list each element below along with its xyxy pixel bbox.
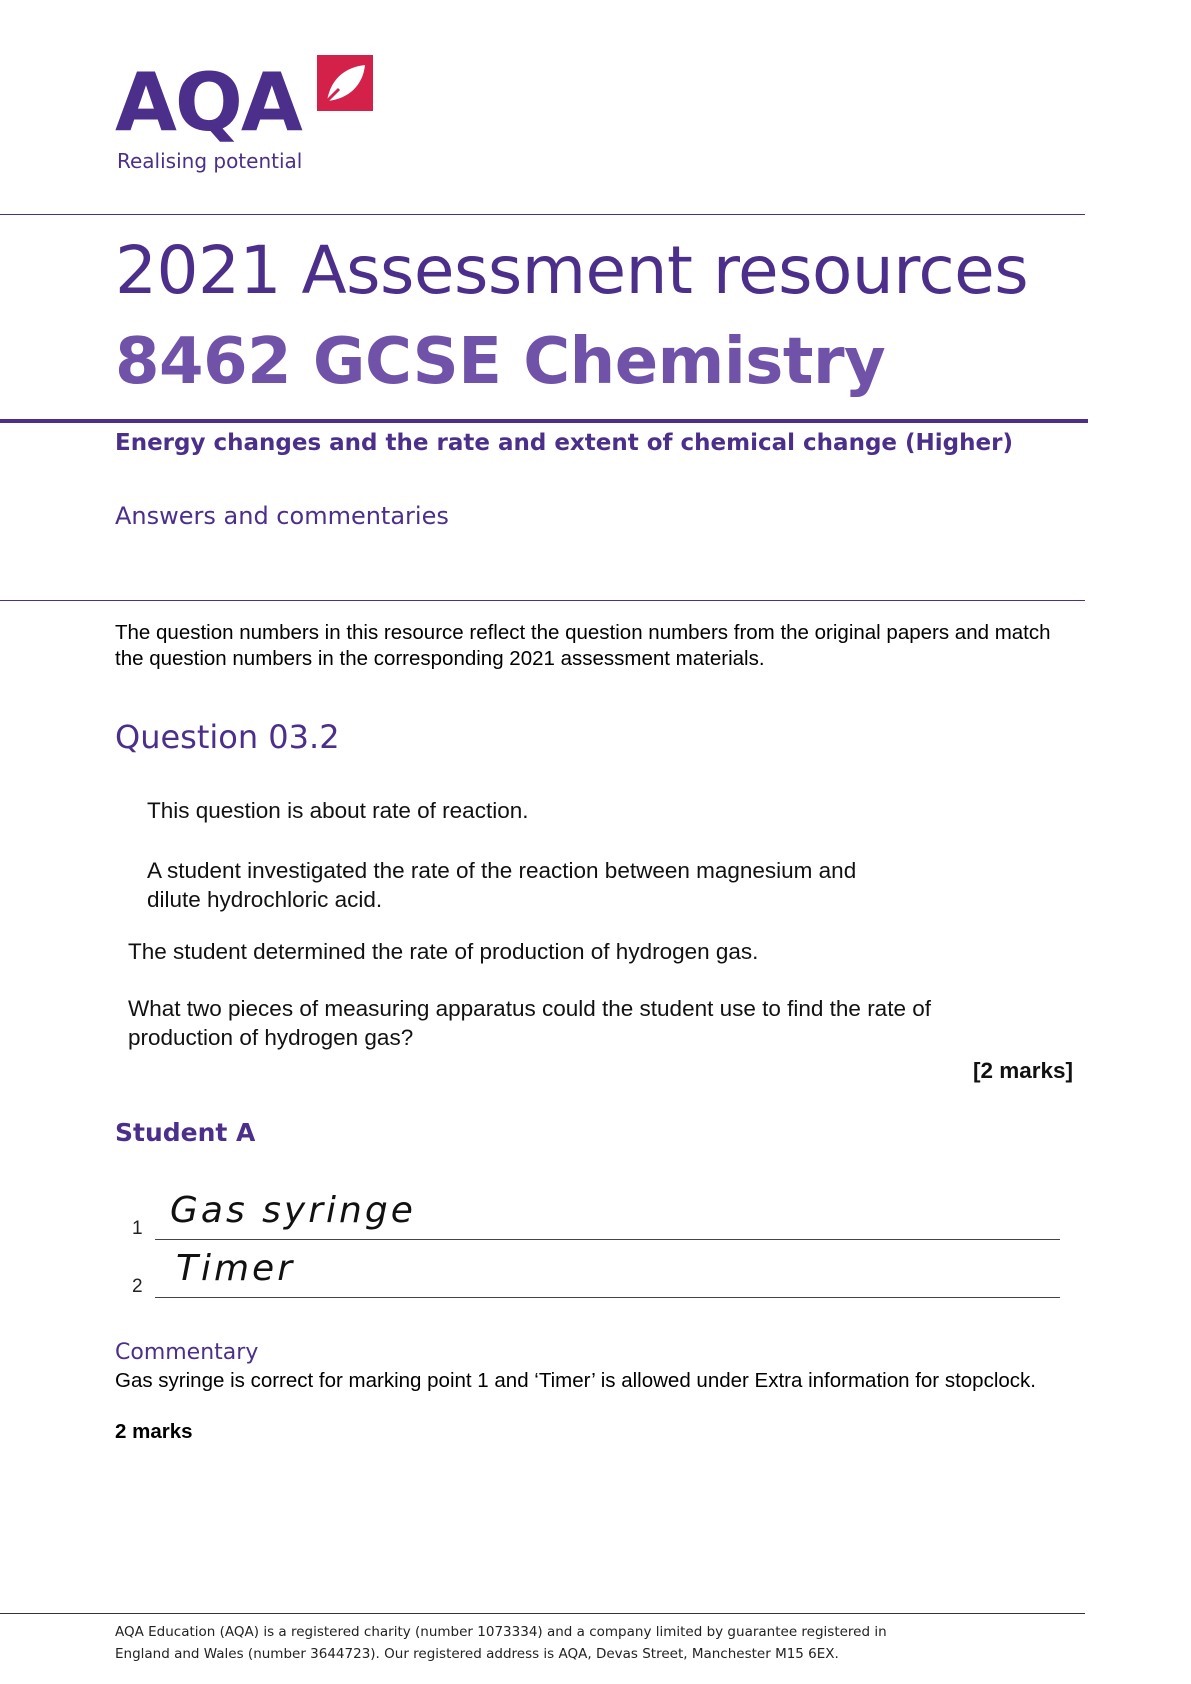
question-line: The student determined the rate of production of hydrogen gas. bbox=[128, 939, 759, 964]
logo-wordmark: AQA bbox=[115, 56, 301, 149]
logo-leaf-icon bbox=[317, 55, 373, 111]
answer-number: 1 bbox=[132, 1218, 143, 1239]
question-line: dilute hydrochloric acid. bbox=[147, 887, 383, 912]
aqa-logo bbox=[115, 55, 375, 175]
footer-line: AQA Education (AQA) is a registered charity (number 1073334) and a company limited by guarantee registered in bbox=[115, 1624, 887, 1640]
question-line: production of hydrogen gas? bbox=[128, 1025, 414, 1050]
question-line: A student investigated the rate of the reaction between magnesium and bbox=[147, 858, 857, 883]
answer-line bbox=[155, 1239, 1060, 1240]
intro-paragraph: The question numbers in this resource reflect the question numbers from the original papers and match the question numbers in the corresponding 2021 assessment materials. bbox=[115, 621, 1051, 670]
question-line: What two pieces of measuring apparatus could the student use to find the rate of bbox=[128, 996, 931, 1021]
answer-number: 2 bbox=[132, 1276, 143, 1297]
header-divider bbox=[0, 214, 1085, 215]
footer bbox=[115, 1621, 1075, 1665]
topic-subtitle: Energy changes and the rate and extent of chemical change (Higher) bbox=[115, 430, 1013, 456]
document-title: 2021 Assessment resources bbox=[115, 232, 1029, 309]
question-line: This question is about rate of reaction. bbox=[147, 798, 529, 823]
course-title: 8462 GCSE Chemistry bbox=[115, 325, 886, 399]
handwritten-answer: Gas syringe bbox=[170, 1190, 416, 1231]
section-divider bbox=[0, 600, 1085, 601]
footer-line: England and Wales (number 3644723). Our registered address is AQA, Devas Street, Manchester M15 6EX. bbox=[115, 1646, 839, 1662]
question-marks: [2 marks] bbox=[973, 1058, 1074, 1083]
question-heading: Question 03.2 bbox=[115, 718, 340, 756]
commentary-marks: 2 marks bbox=[115, 1420, 193, 1443]
commentary-label: Commentary bbox=[115, 1340, 259, 1365]
handwritten-answer: Timer bbox=[176, 1248, 296, 1289]
logo-tagline: Realising potential bbox=[117, 149, 303, 173]
footer-divider bbox=[0, 1613, 1085, 1614]
commentary-text: Gas syringe is correct for marking point 1 and ‘Timer’ is allowed under Extra information for stopclock. bbox=[115, 1369, 1036, 1392]
answer-line bbox=[155, 1297, 1060, 1298]
student-heading: Student A bbox=[115, 1118, 256, 1147]
title-divider bbox=[0, 419, 1088, 423]
section-label: Answers and commentaries bbox=[115, 502, 449, 530]
